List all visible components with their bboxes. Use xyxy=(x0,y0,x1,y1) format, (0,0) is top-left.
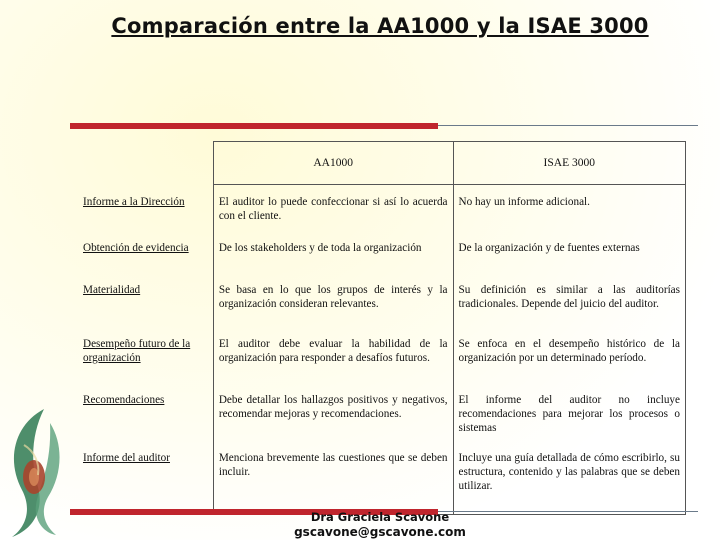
table-row xyxy=(78,279,686,333)
header-isae3000: ISAE 3000 xyxy=(453,142,685,185)
top-rule-line xyxy=(438,125,698,126)
comparison-table xyxy=(78,141,686,515)
table-row xyxy=(78,185,686,235)
row-label: Obtención de evidencia xyxy=(83,241,189,254)
isae3000-cell: Incluye una guía detallada de cómo escribirlo, su estructura, contenido y las palabras que se deben utilizar. xyxy=(453,447,685,515)
aa1000-cell: El auditor debe evaluar la habilidad de la organización para responder a desafíos futuros. xyxy=(213,333,453,389)
aa1000-cell: El auditor lo puede confeccionar si así lo acuerda con el cliente. xyxy=(213,185,453,235)
row-label: Materialidad xyxy=(83,283,141,296)
row-label: Informe a la Dirección xyxy=(83,195,185,208)
top-accent-bar xyxy=(70,123,438,129)
aa1000-cell: De los stakeholders y de toda la organización xyxy=(213,235,453,279)
author-name: Dra Graciela Scavone xyxy=(310,510,450,524)
isae3000-cell: No hay un informe adicional. xyxy=(453,185,685,235)
isae3000-cell: Su definición es similar a las auditorías tradicionales. Depende del juicio del auditor. xyxy=(453,279,685,333)
table-row xyxy=(78,235,686,279)
table-row xyxy=(78,447,686,515)
isae3000-cell: El informe del auditor no incluye recomendaciones para mejorar los procesos o sistemas xyxy=(453,389,685,447)
aa1000-cell: Menciona brevemente las cuestiones que se deben incluir. xyxy=(213,447,453,515)
author-email: gscavone@gscavone.com xyxy=(294,525,466,539)
row-label: Desempeño futuro de la organización xyxy=(83,337,191,364)
isae3000-cell: Se enfoca en el desempeño histórico de la organización por un determinado período. xyxy=(453,333,685,389)
header-empty xyxy=(78,142,213,185)
table-header-row xyxy=(78,142,686,185)
aa1000-cell: Se basa en lo que los grupos de interés y la organización consideran relevantes. xyxy=(213,279,453,333)
row-label: Recomendaciones xyxy=(83,393,165,406)
isae3000-cell: De la organización y de fuentes externas xyxy=(453,235,685,279)
aa1000-cell: Debe detallar los hallazgos positivos y negativos, recomendar mejoras y recomendaciones. xyxy=(213,389,453,447)
page-title: Comparación entre la AA1000 y la ISAE 3000 xyxy=(111,14,649,38)
table-row xyxy=(78,389,686,447)
header-aa1000: AA1000 xyxy=(213,142,453,185)
row-label: Informe del auditor xyxy=(83,451,170,464)
table-row xyxy=(78,333,686,389)
